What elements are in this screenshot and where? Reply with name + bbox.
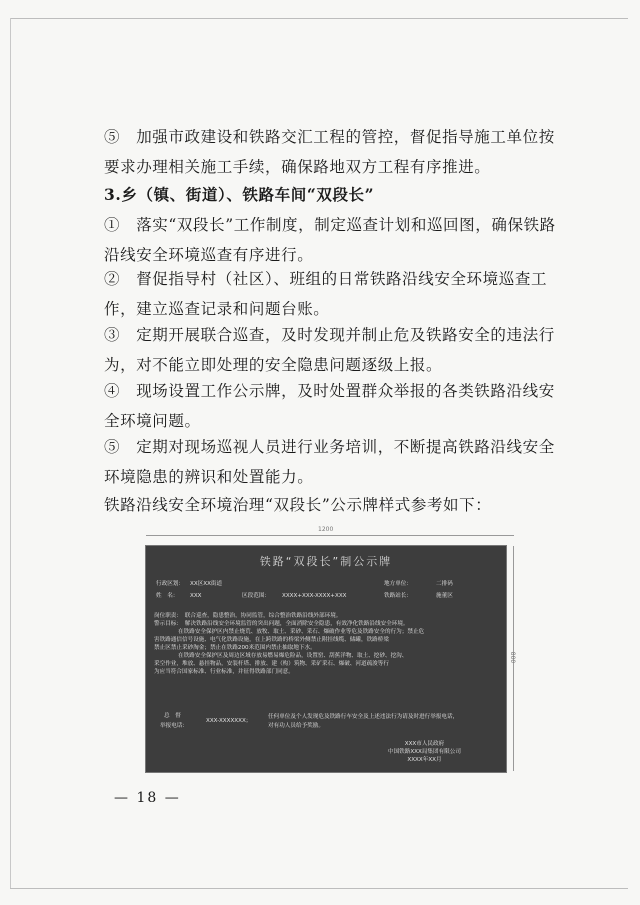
paragraph-2: ② 督促指导村（社区）、班组的日常铁路沿线安全环境巡查工作，建立巡查记录和问题台账。 — [104, 270, 548, 318]
sign-value-range: XXXX+XXX-XXXX+XXX — [282, 593, 347, 599]
paragraph-5: ⑤ 定期对现场巡视人员进行业务培训，不断提高铁路沿线安全环境隐患的辨识和处置能力。 — [104, 438, 555, 486]
sign-label-district: 行政区划： — [156, 581, 184, 587]
paragraph-3: ③ 定期开展联合巡查，及时发现并制止危及铁路安全的违法行为，对不能立即处理的安全隐患问题逐级上报。 — [104, 326, 555, 374]
sign-row-1 — [146, 580, 506, 588]
sign-rule-line: 采空作业，堆放、悬挂物品，安装杆塔、排放、建（构）筑物、采矿采石、爆破、河道疏浚等行 — [154, 661, 389, 667]
sign-title: 铁路“双段长”制公示牌 — [259, 555, 393, 568]
sign-value-unit: 二排码 — [436, 581, 453, 587]
sign-height-dimension — [509, 546, 519, 771]
sign-value-name: XXX — [190, 593, 202, 599]
sign-rule-line: 为应当符合国家标准、行业标准，并征得铁路部门同意。 — [154, 669, 294, 675]
public-notice-sign — [146, 546, 506, 772]
sign-goal: 警示目标： 解决铁路沿线安全环境监管的突出问题，全面消除安全隐患，有效净化铁路沿线安全环境。 — [154, 621, 409, 627]
sign-report-label-phone: 举报电话： — [160, 723, 188, 729]
sign-height-label: 800 — [509, 651, 517, 664]
sign-body — [154, 612, 494, 676]
sign-report-reward: 对有功人员给予奖励。 — [268, 723, 324, 729]
sign-issuer-government: XXX市人民政府 — [404, 741, 445, 747]
sign-value-station: 施董区 — [436, 593, 453, 599]
page-border-left — [10, 18, 11, 888]
sign-width-label: 1200 — [318, 526, 334, 533]
sign-width-dimension — [146, 528, 514, 538]
page-border-top — [10, 18, 628, 19]
sign-footer — [388, 740, 461, 764]
section-heading-3: 3.乡（镇、街道）、铁路车间“双段长” — [104, 185, 375, 204]
sign-report-section — [156, 712, 496, 732]
sign-rule-line: 害铁路通信信号设施、电气化铁路设施，在上跨铁路的桥梁外侧禁止附挂线缆、储罐，铁路桥梁 — [154, 637, 389, 643]
sign-rule-line: 在铁路安全保护区内禁止烧荒、放牧、取土、采砂、采石、爆破作业等危及铁路安全的行为；禁止危 — [178, 629, 425, 635]
sign-label-name: 姓 名： — [156, 593, 179, 599]
sign-date: XXXX年XX月 — [407, 757, 442, 763]
sign-rule-line: 在铁路安全保护区及周边区域存放易燃易爆危险品，设置窑、刮蕉洋物、取土、挖砂、挖沟、 — [178, 653, 408, 659]
sign-label-unit: 地方单位： — [384, 581, 412, 587]
sign-report-text: 任何单位及个人发现危及铁路行车安全及上述违法行为请及时进行举报电话， — [268, 714, 459, 720]
sign-label-station: 铁路站长： — [384, 593, 412, 599]
page-number: — 18 — — [114, 790, 181, 806]
paragraph-5-municipal: ⑤ 加强市政建设和铁路交汇工程的管控，督促指导施工单位按要求办理相关施工手续，确保路地双方工程有序推进。 — [104, 128, 555, 176]
sign-rule-line: 禁止区禁止采砂淘金；禁止在铁路200米范围内禁止抽取地下水。 — [154, 645, 316, 651]
sign-value-district: XX区XX街道 — [190, 581, 223, 587]
paragraph-1: ① 落实“双段长”工作制度，制定巡查计划和巡回图，确保铁路沿线安全环境巡查有序进行。 — [104, 216, 556, 264]
sign-label-range: 区段范围： — [242, 593, 270, 599]
sign-issuer-railway: 中国铁路XXX局集团有限公司 — [387, 749, 461, 755]
paragraph-sign-intro: 铁路沿线安全环境治理“双段长”公示牌样式参考如下： — [104, 496, 492, 514]
sign-report-label-supervisor: 总 督 — [164, 713, 181, 719]
sign-row-2 — [146, 592, 506, 600]
paragraph-4: ④ 现场设置工作公示牌，及时处置群众举报的各类铁路沿线安全环境问题。 — [104, 382, 555, 430]
sign-report-phone: XXX-XXXXXXX； — [206, 718, 252, 724]
sign-duties: 岗位职责： 联合巡查，隐患整治，协同监管，综合整治铁路沿线外部环境。 — [154, 613, 342, 619]
page-border-bottom — [10, 888, 628, 889]
